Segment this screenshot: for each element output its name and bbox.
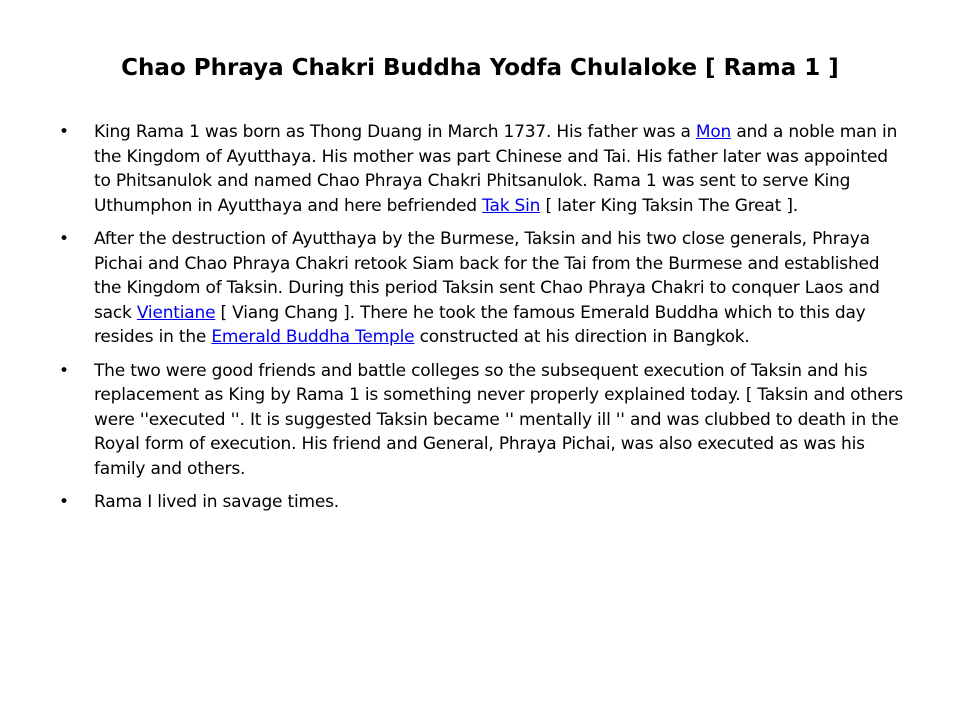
link-vientiane[interactable]: Vientiane [136,302,216,323]
link-mon[interactable]: Mon [695,122,732,142]
slide-title: Chao Phraya Chakri Buddha Yodfa Chulaloke [ Rama 1 ] [121,55,839,81]
bullet-icon: • [59,492,69,512]
bullet-text: Rama I lived in savage times. [94,492,339,512]
link-emerald-buddha-temple[interactable]: Emerald Buddha Temple [211,327,415,347]
bullet-item-savage-times [58,490,908,515]
bullet-text: The two were good friends and battle colleges so the subsequent execution of Taksin and his replacement as King by Rama 1 is something never properly explained today. [ Taksin and others were ''executed ''. It is suggested Taksin became '' mentally ill '' and was clubbed to death in the Royal form of execution. His friend and General, Phraya Pichai, was also executed as was his family and others. [94,360,904,479]
bullet-item-ayutthaya [58,227,908,350]
bullet-text: [ Viang Chang ]. There he took the famous Emerald Buddha which to this day resides in the [94,302,866,347]
slide-content [58,120,908,524]
bullet-icon: • [59,229,69,249]
bullet-text: After the destruction of Ayutthaya by the Burmese, Taksin and his two close generals, Phraya Pichai and Chao Phraya Chakri retook Siam back for the Tai from the Burmese and established the Kingdom of Taksin. During this period Taksin sent Chao Phraya Chakri to conquer Laos and sack [94,229,880,323]
bullet-icon: • [59,122,69,142]
bullet-text: and a noble man in the Kingdom of Ayutthaya. His mother was part Chinese and Tai. His father later was appointed to Phitsanulok and named Chao Phraya Chakri Phitsanulok. Rama 1 was sent to serve King Uthumphon in Ayutthaya and here befriended [94,122,898,216]
bullet-text: [ later King Taksin The Great ]. [540,195,798,216]
bullet-list [58,120,908,515]
bullet-item-birth [58,120,908,218]
link-tak-sin[interactable]: Tak Sin [482,195,541,216]
bullet-icon: • [59,360,69,381]
bullet-text: King Rama 1 was born as Thong Duang in March 1737. His father was a [94,122,696,142]
bullet-text: constructed at his direction in Bangkok. [414,327,750,347]
bullet-item-execution [58,359,908,482]
